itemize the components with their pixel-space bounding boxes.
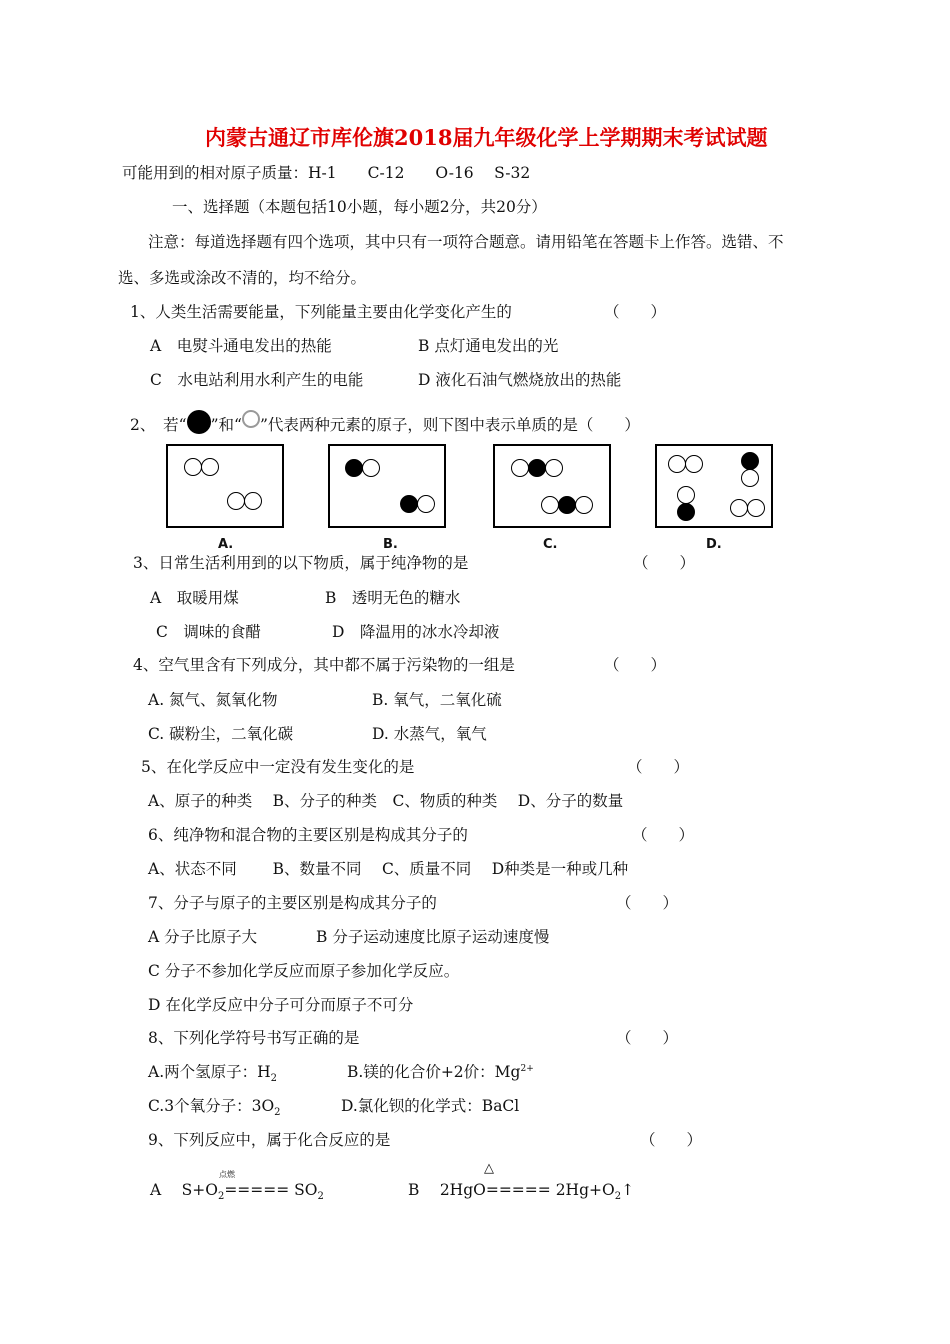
- hollow-atom-icon: [242, 410, 260, 428]
- question-9-stem: 9、下列反应中，属于化合反应的是: [148, 1131, 391, 1149]
- question-2-stem: [130, 410, 640, 435]
- q2-if: 若“: [163, 416, 187, 434]
- q7-option-d: D 在化学反应中分子可分而原子不可分: [148, 996, 414, 1014]
- hollow-atom: [362, 459, 380, 477]
- page-title: 内蒙古通辽市库伦旗2018届九年级化学上学期期末考试试题: [205, 125, 768, 150]
- answer-paren: （ ）: [632, 826, 695, 844]
- question-4-stem: 4、空气里含有下列成分，其中都不属于污染物的一组是: [133, 656, 515, 674]
- q2-and: ”和“: [210, 416, 242, 434]
- answer-paren: （ ）: [616, 894, 679, 912]
- hollow-atom: [677, 486, 695, 504]
- q9-b-condition: △: [484, 1161, 494, 1176]
- q4-option-b: B. 氧气，二氧化硫: [372, 691, 502, 709]
- q8-b-sup: 2+: [520, 1063, 534, 1074]
- answer-paren: （ ）: [633, 554, 696, 572]
- question-1-stem: 1、人类生活需要能量，下列能量主要由化学变化产生的: [130, 303, 512, 321]
- up-arrow-icon: ↑: [621, 1181, 635, 1199]
- q9-b-sub: 2: [614, 1191, 622, 1203]
- diagram-box-b: [328, 444, 446, 528]
- q8-c-text: C.3个氧分子：3O: [148, 1097, 275, 1115]
- q9-a-condition: 点燃: [219, 1170, 235, 1179]
- q1-option-c: C 水电站利用水利产生的电能: [150, 371, 364, 389]
- q3-option-d: D 降温用的冰水冷却液: [332, 623, 500, 641]
- question-8-stem: 8、下列化学符号书写正确的是: [148, 1029, 360, 1047]
- q8-option-d: D.氯化钡的化学式：BaCl: [341, 1097, 520, 1115]
- q8-a-text: A.两个氢原子：H: [148, 1063, 271, 1081]
- filled-atom: [528, 459, 546, 477]
- hollow-atom: [511, 459, 529, 477]
- notice-line-2: 选、多选或涂改不清的，均不给分。: [118, 269, 367, 287]
- q9-a-sub1: 2: [217, 1191, 225, 1203]
- q4-option-a: A. 氮气、氮氧化物: [148, 691, 278, 709]
- box-label-a: A.: [218, 537, 234, 552]
- hollow-atom: [747, 499, 765, 517]
- q8-option-c: [148, 1094, 281, 1118]
- q1-option-a: A 电熨斗通电发出的热能: [150, 337, 332, 355]
- filled-atom-icon: [187, 410, 211, 434]
- q8-b-text: B.镁的化合价+2价：Mg: [347, 1063, 521, 1081]
- q4-option-c: C. 碳粉尘，二氧化碳: [148, 725, 294, 743]
- hollow-atom: [184, 458, 202, 476]
- answer-paren: （ ）: [604, 303, 667, 321]
- q2-rest: ”代表两种元素的原子，则下图中表示单质的是（ ）: [259, 416, 640, 434]
- filled-atom: [558, 496, 576, 514]
- q8-a-sub: 2: [270, 1073, 278, 1085]
- question-3-stem: 3、日常生活利用到的以下物质，属于纯净物的是: [133, 554, 469, 572]
- hollow-atom: [685, 455, 703, 473]
- q3-option-c: C 调味的食醋: [156, 623, 261, 641]
- question-7-stem: 7、分子与原子的主要区别是构成其分子的: [148, 894, 437, 912]
- hollow-atom: [541, 496, 559, 514]
- box-label-b: B.: [383, 537, 398, 552]
- filled-atom: [400, 495, 418, 513]
- q1-option-b: B 点灯通电发出的光: [418, 337, 559, 355]
- answer-paren: （ ）: [640, 1131, 703, 1149]
- answer-paren: （ ）: [604, 656, 667, 674]
- hollow-atom: [227, 492, 245, 510]
- q9-a-sub2: 2: [317, 1191, 324, 1203]
- q8-c-sub: 2: [274, 1107, 281, 1119]
- hollow-atom: [244, 492, 262, 510]
- hollow-atom: [741, 469, 759, 487]
- diagram-box-d: [655, 444, 773, 528]
- hollow-atom: [668, 455, 686, 473]
- question-5-stem: 5、在化学反应中一定没有发生变化的是: [141, 758, 415, 776]
- answer-paren: （ ）: [616, 1029, 679, 1047]
- section-heading: 一、选择题（本题包括10小题，每小题2分，共20分）: [172, 198, 547, 216]
- hollow-atom: [545, 459, 563, 477]
- q9-option-b: [408, 1178, 634, 1202]
- box-label-d: D.: [706, 537, 722, 552]
- hollow-atom: [575, 496, 593, 514]
- filled-atom: [677, 503, 695, 521]
- hollow-atom: [730, 499, 748, 517]
- q1-option-d: D 液化石油气燃烧放出的热能: [418, 371, 622, 389]
- filled-atom: [741, 452, 759, 470]
- notice-line-1: 注意：每道选择题有四个选项，其中只有一项符合题意。请用铅笔在答题卡上作答。选错、不: [148, 233, 784, 251]
- question-6-stem: 6、纯净物和混合物的主要区别是构成其分子的: [148, 826, 468, 844]
- q7-option-a: A 分子比原子大: [148, 928, 258, 946]
- q9-a-text: A S+O: [150, 1181, 218, 1199]
- q7-option-b: B 分子运动速度比原子运动速度慢: [316, 928, 550, 946]
- filled-atom: [345, 459, 363, 477]
- diagram-box-a: [166, 444, 284, 528]
- q3-option-b: B 透明无色的糖水: [325, 589, 461, 607]
- hollow-atom: [417, 495, 435, 513]
- answer-paren: （ ）: [627, 758, 690, 776]
- hollow-atom: [201, 458, 219, 476]
- q7-option-c: C 分子不参加化学反应而原子参加化学反应。: [148, 962, 460, 980]
- q8-option-a: [148, 1060, 277, 1084]
- q4-option-d: D. 水蒸气，氧气: [372, 725, 487, 743]
- q6-options: A、状态不同 B、数量不同 C、质量不同 D种类是一种或几种: [148, 860, 629, 878]
- q9-a-mid: ===== SO: [224, 1181, 318, 1199]
- box-label-c: C.: [543, 537, 558, 552]
- q3-option-a: A 取暖用煤: [150, 589, 239, 607]
- q2-number: 2、: [130, 416, 148, 434]
- diagram-box-c: [493, 444, 611, 528]
- q5-options: A、原子的种类 B、分子的种类 C、物质的种类 D、分子的数量: [148, 792, 624, 810]
- q9-option-a: [150, 1178, 324, 1202]
- atomic-mass-line: 可能用到的相对原子质量：H-1 C-12 O-16 S-32: [122, 164, 531, 182]
- q9-b-text: B 2HgO===== 2Hg+O: [408, 1181, 615, 1199]
- q8-option-b: [347, 1060, 534, 1082]
